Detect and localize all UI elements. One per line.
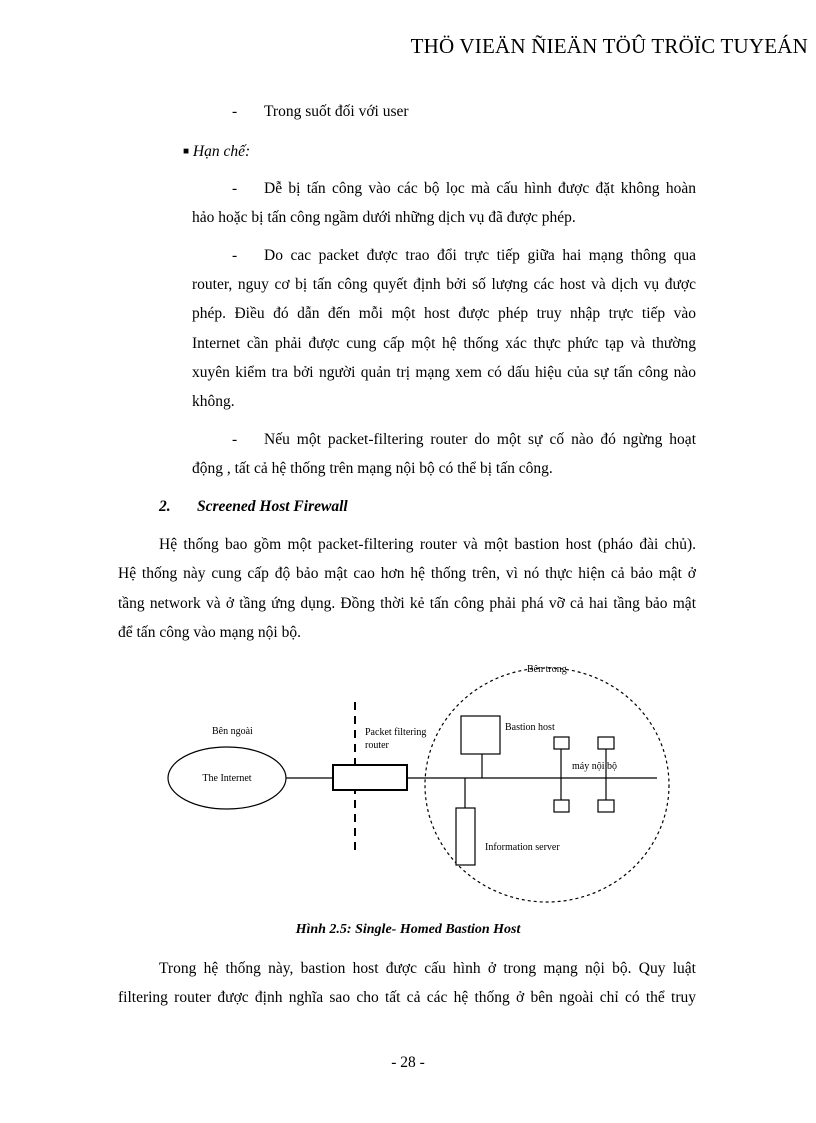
figure-caption: Hình 2.5: Single- Homed Bastion Host <box>295 922 521 937</box>
page-number: - 28 - <box>391 1054 425 1071</box>
dash-marker: - <box>232 247 238 264</box>
internet-label: The Internet <box>202 773 252 784</box>
limit3-line: động , tất cả hệ thống trên mạng nội bộ có thể bị tấn công. <box>192 460 553 477</box>
router-label: Packet filtering <box>365 727 427 738</box>
dash-marker: - <box>232 180 238 197</box>
limitations-heading: ■ Hạn chế: <box>183 143 251 160</box>
advantage-item: Trong suốt đối với user <box>264 103 409 120</box>
dash-marker: - <box>232 103 238 120</box>
paragraph-line: Trong hệ thống này, bastion host được cấu hình ở trong mạng nội bộ. Quy luật <box>159 960 696 977</box>
limit2-line: phép. Điều đó dẫn đến mỗi một host được phép truy nhập trực tiếp vào <box>192 305 696 322</box>
page-header: THÖ VIEÄN ÑIEÄN TÖÛ TRÖÏC TUYEÁN <box>410 34 808 58</box>
internal-host-icon <box>598 800 614 812</box>
paragraph-line: Hệ thống bao gồm một packet-filtering router và một bastion host (pháo đài chủ). <box>159 536 696 553</box>
limit2-line: router, nguy cơ bị tấn công quyết định bởi số lượng các host và dịch vụ được <box>192 276 696 293</box>
internal-network-boundary <box>425 668 669 902</box>
section-number: 2. <box>159 498 171 515</box>
outside-label: Bên ngoài <box>212 726 253 737</box>
info-server-icon <box>456 808 475 865</box>
bastion-host-label: Bastion host <box>505 722 555 733</box>
dash-marker: - <box>232 431 238 448</box>
limit3-line: Nếu một packet-filtering router do một sự cố nào đó ngừng hoạt <box>264 431 696 448</box>
limit1-line: Dễ bị tấn công vào các bộ lọc mà cấu hình được đặt không hoàn <box>264 180 696 197</box>
bastion-host-icon <box>461 716 500 754</box>
inside-label: Bên trong <box>527 664 567 675</box>
router-label: router <box>365 740 389 751</box>
router-icon <box>333 765 407 790</box>
internal-hosts-label: máy nội bộ <box>572 761 617 772</box>
info-server-label: Information server <box>485 842 560 853</box>
limit2-line: Do cac packet được trao đổi trực tiếp giữa hai mạng thông qua <box>264 247 696 264</box>
limit2-line: xuyên kiểm tra bởi người quản trị mạng xem có dấu hiệu của sự tấn công nào <box>192 364 696 381</box>
internal-host-icon <box>598 737 614 749</box>
paragraph-line: Hệ thống này cung cấp độ bảo mật cao hơn hệ thống trên, vì nó thực hiện cả bảo mật ở <box>118 565 696 582</box>
limit2-line: Internet cần phải được cung cấp một hệ thống xác thực phức tạp và thường <box>192 335 696 352</box>
square-bullet-icon: ■ <box>183 146 190 157</box>
paragraph-line: filtering router được định nghĩa sao cho tất cả các hệ thống ở bên ngoài chỉ có thể truy <box>118 989 696 1006</box>
section-title: Screened Host Firewall <box>197 498 348 515</box>
paragraph-line: để tấn công vào mạng nội bộ. <box>118 624 301 641</box>
internal-host-icon <box>554 800 569 812</box>
limit1-line: hảo hoặc bị tấn công ngầm dưới những dịch vụ đã được phép. <box>192 209 576 226</box>
internal-host-icon <box>554 737 569 749</box>
paragraph-line: tầng network và ở tầng ứng dụng. Đồng thời kẻ tấn công phải phá vỡ cả hai tầng bảo mật <box>118 595 696 612</box>
limit2-line: không. <box>192 393 235 410</box>
